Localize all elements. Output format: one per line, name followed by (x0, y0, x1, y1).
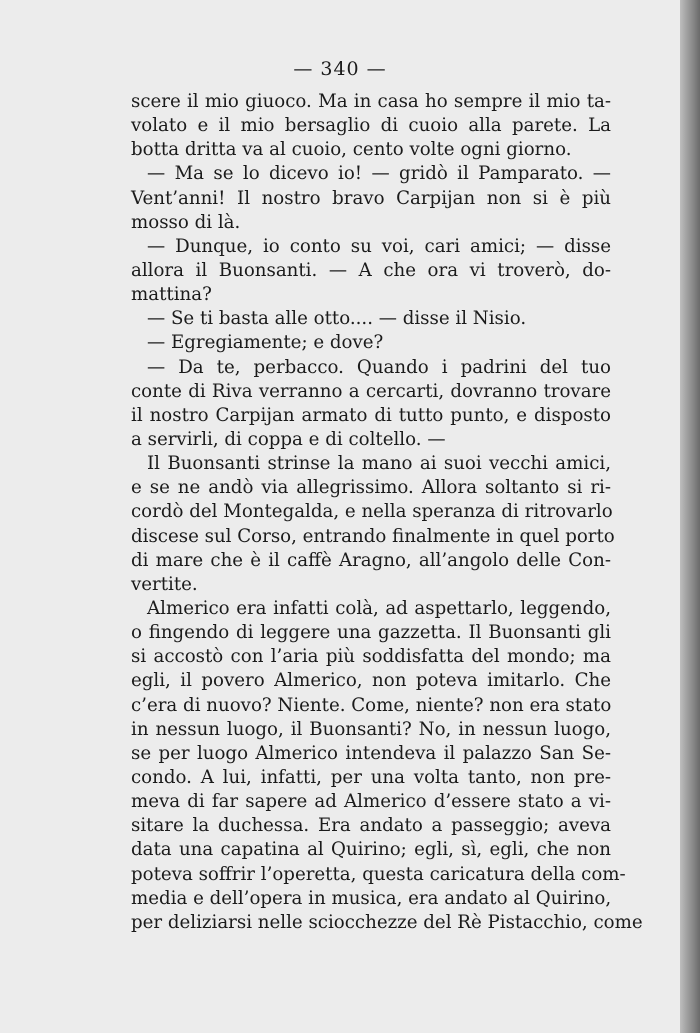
text-line: — Se ti basta alle otto.... — disse il Nisio. (147, 308, 527, 330)
text-line: si accostò con l’aria più soddisfatta del mondo; ma (131, 646, 611, 668)
text-line: botta dritta va al cuoio, cento volte ogni giorno. (131, 139, 572, 161)
page-number-header: — 340 — (293, 58, 387, 80)
text-line: — Da te, perbacco. Quando i padrini del tuo (147, 356, 611, 378)
text-line: media e dell’opera in musica, era andato al Quirino, (131, 887, 612, 909)
text-line: Almerico era infatti colà, ad aspettarlo, leggendo, (147, 597, 611, 619)
book-spine-shadow (680, 0, 700, 1033)
text-line: data una capatina al Quirino; egli, sì, egli, che non (131, 839, 611, 861)
text-line: discese sul Corso, entrando finalmente in quel porto (131, 525, 615, 547)
text-line: condo. A lui, infatti, per una volta tanto, non pre- (131, 766, 611, 788)
text-line: cordò del Montegalda, e nella speranza di ritrovarlo (131, 501, 613, 523)
text-line: volato e il mio bersaglio di cuoio alla parete. La (131, 115, 611, 137)
text-line: — Ma se lo dicevo io! — gridò il Pamparato. — (147, 163, 611, 185)
text-line: a servirli, di coppa e di coltello. — (131, 428, 446, 450)
text-line: allora il Buonsanti. — A che ora vi troverò, do- (131, 259, 611, 281)
text-line: il nostro Carpijan armato di tutto punto, e disposto (131, 404, 611, 426)
text-line: scere il mio giuoco. Ma in casa ho sempre il mio ta- (131, 91, 611, 112)
text-line: e se ne andò via allegrissimo. Allora soltanto si ri- (131, 477, 611, 499)
text-line: poteva soffrir l’operetta, questa caricatura della com- (131, 863, 626, 885)
text-line: in nessun luogo, il Buonsanti? No, in nessun luogo, (131, 718, 611, 740)
text-line: per deliziarsi nelle sciocchezze del Rè Pistacchio, come (131, 911, 643, 933)
text-line: vertite. (131, 573, 198, 595)
text-line: — Egregiamente; e dove? (147, 332, 384, 354)
text-line: se per luogo Almerico intendeva il palazzo San Se- (131, 742, 611, 764)
text-line: sitare la duchessa. Era andato a passeggio; aveva (131, 815, 611, 837)
text-line: conte di Riva verranno a cercarti, dovranno trovare (131, 380, 611, 402)
text-line: egli, il povero Almerico, non poteva imitarlo. Che (131, 670, 611, 692)
text-line: di mare che è il caffè Aragno, all’angolo delle Con- (131, 549, 611, 571)
body-text (131, 90, 643, 935)
text-line: c’era di nuovo? Niente. Come, niente? non era stato (131, 694, 612, 716)
text-line: mattina? (131, 284, 212, 306)
text-line: — Dunque, io conto su voi, cari amici; — disse (147, 235, 611, 257)
text-line: mosso di là. (131, 211, 241, 233)
text-line: Vent’anni! Il nostro bravo Carpijan non si è più (131, 187, 611, 209)
text-line: meva di far sapere ad Almerico d’essere stato a vi- (131, 791, 611, 813)
text-line: o fingendo di leggere una gazzetta. Il Buonsanti gli (131, 622, 611, 644)
text-line: Il Buonsanti strinse la mano ai suoi vecchi amici, (147, 453, 611, 475)
